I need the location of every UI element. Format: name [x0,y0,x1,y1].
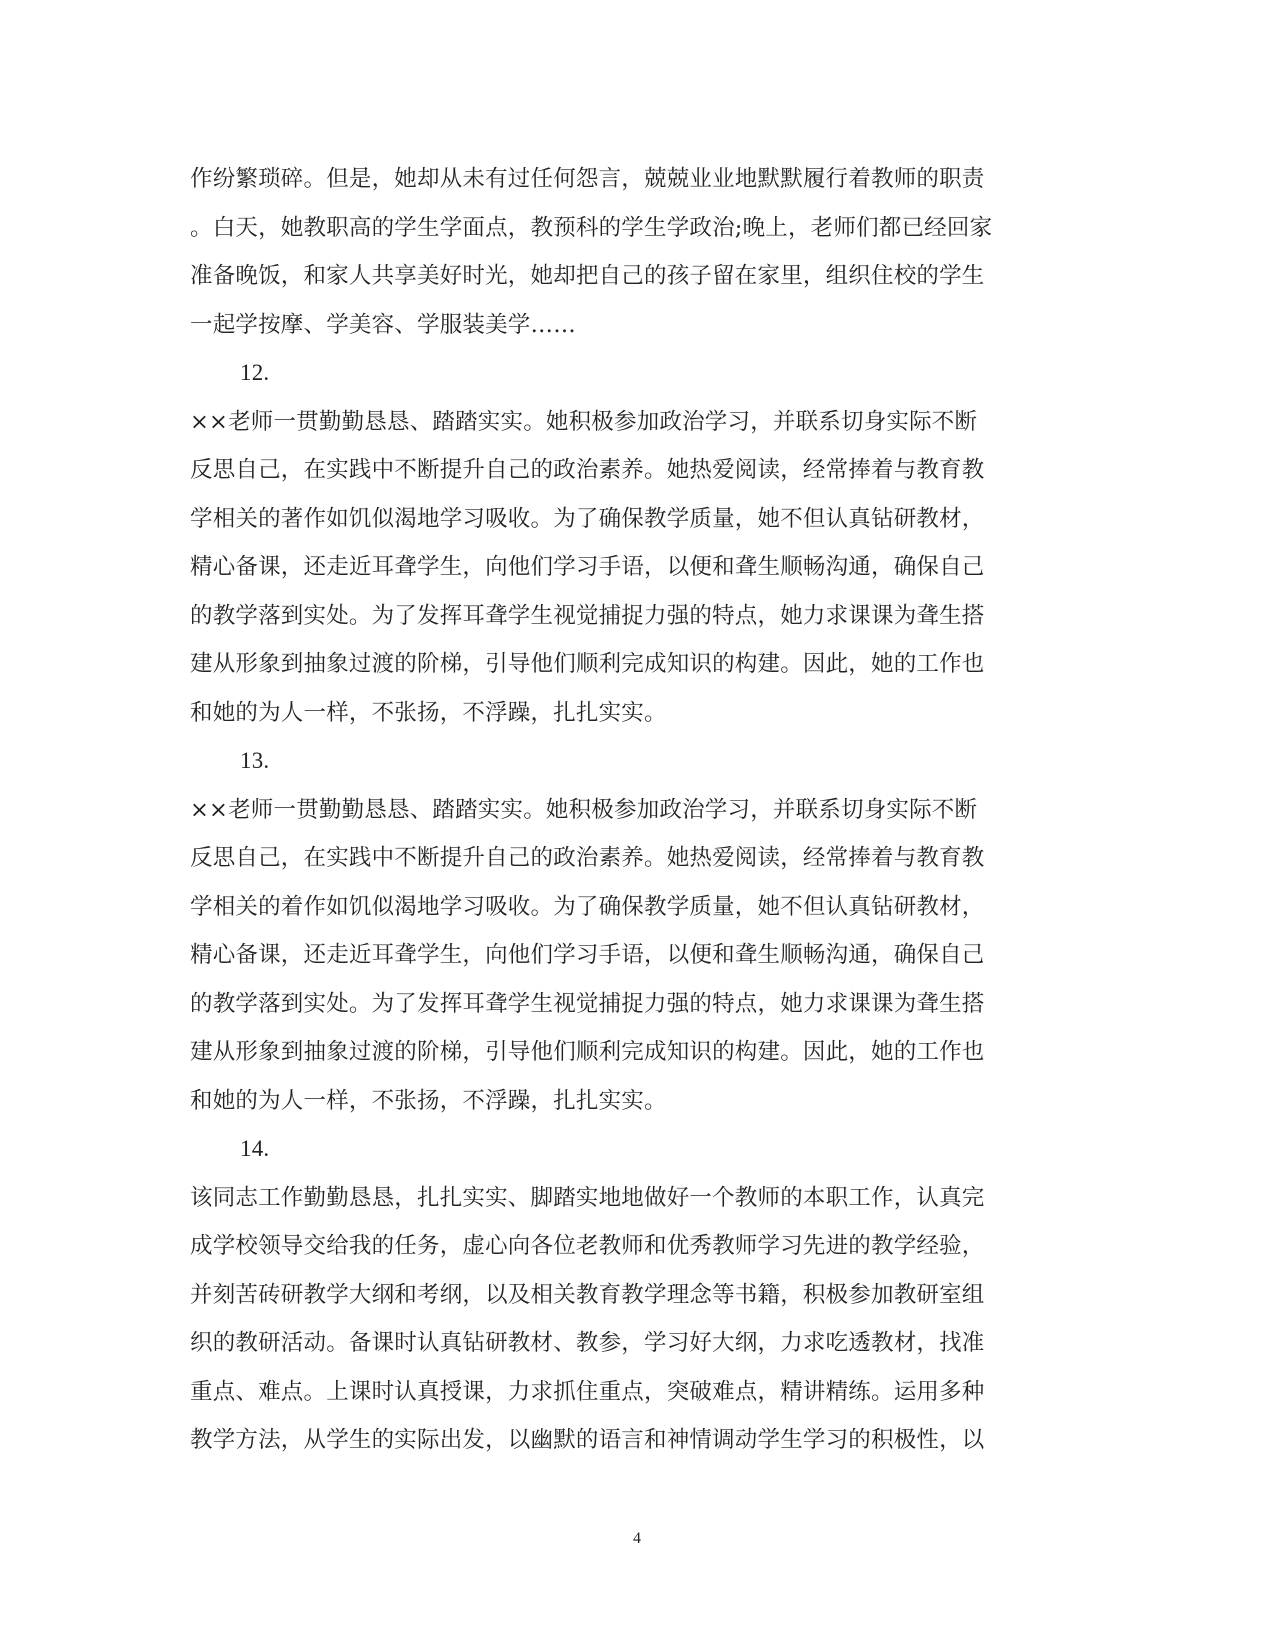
text-line: 反思自己，在实践中不断提升自己的政治素养。她热爱阅读，经常捧着与教育教 [190,845,985,871]
text-line: 并刻苦砖研教学大纲和考纲，以及相关教育教学理念等书籍，积极参加教研室组 [190,1281,985,1308]
body-text [190,155,1070,1465]
text-line: ××老师一贯勤勤恳恳、踏踏实实。她积极参加政治学习，并联系切身实际不断 [190,408,978,435]
item-number: 14. [240,1136,270,1161]
text-line: 精心备课，还走近耳聋学生，向他们学习手语，以便和聋生顺畅沟通，确保自己 [190,942,985,968]
text-line: 和她的为人一样，不张扬，不浮躁，扎扎实实。 [190,699,667,726]
text-line: 学相关的着作如饥似渴地学习吸收。为了确保教学质量，她不但认真钻研教材， [190,893,985,920]
text-line: 重点、难点。上课时认真授课，力求抓住重点，突破难点，精讲精练。运用多种 [190,1378,985,1405]
text-line: 织的教研活动。备课时认真钻研教材、教参，学习好大纲，力求吃透教材，找准 [190,1330,985,1356]
text-line: 的教学落到实处。为了发挥耳聋学生视觉捕捉力强的特点，她力求课课为聋生搭 [190,990,985,1017]
text-line: 精心备课，还走近耳聋学生，向他们学习手语，以便和聋生顺畅沟通，确保自己 [190,554,985,580]
text-line: 准备晚饭，和家人共享美好时光，她却把自己的孩子留在家里，组织住校的学生 [190,263,985,289]
text-line: 该同志工作勤勤恳恳，扎扎实实、脚踏实地地做好一个教师的本职工作，认真完 [190,1184,985,1211]
item-number: 12. [240,360,270,385]
text-line: 教学方法，从学生的实际出发，以幽默的语言和神情调动学生学习的积极性，以 [190,1427,985,1453]
text-line: 一起学按摩、学美容、学服装美学…… [190,311,576,338]
text-line: 建从形象到抽象过渡的阶梯，引导他们顺利完成知识的构建。因此，她的工作也 [190,1039,985,1065]
text-line: 作纷繁琐碎。但是，她却从未有过任何怨言，兢兢业业地默默履行着教师的职责 [190,166,985,192]
text-line: ××老师一贯勤勤恳恳、踏踏实实。她积极参加政治学习，并联系切身实际不断 [190,796,978,823]
text-line: 成学校领导交给我的任务，虚心向各位老教师和优秀教师学习先进的教学经验， [190,1233,985,1259]
text-line: 反思自己，在实践中不断提升自己的政治素养。她热爱阅读，经常捧着与教育教 [190,457,985,483]
text-line: 建从形象到抽象过渡的阶梯，引导他们顺利完成知识的构建。因此，她的工作也 [190,651,985,677]
item-number: 13. [240,748,270,773]
text-line: 和她的为人一样，不张扬，不浮躁，扎扎实实。 [190,1087,667,1114]
text-line: 的教学落到实处。为了发挥耳聋学生视觉捕捉力强的特点，她力求课课为聋生搭 [190,602,985,629]
text-line: 学相关的著作如饥似渴地学习吸收。为了确保教学质量，她不但认真钻研教材， [190,505,985,532]
text-line: 。白天，她教职高的学生学面点，教预科的学生学政治;晚上，老师们都已经回家 [190,214,993,241]
page-number: 4 [633,1530,641,1547]
